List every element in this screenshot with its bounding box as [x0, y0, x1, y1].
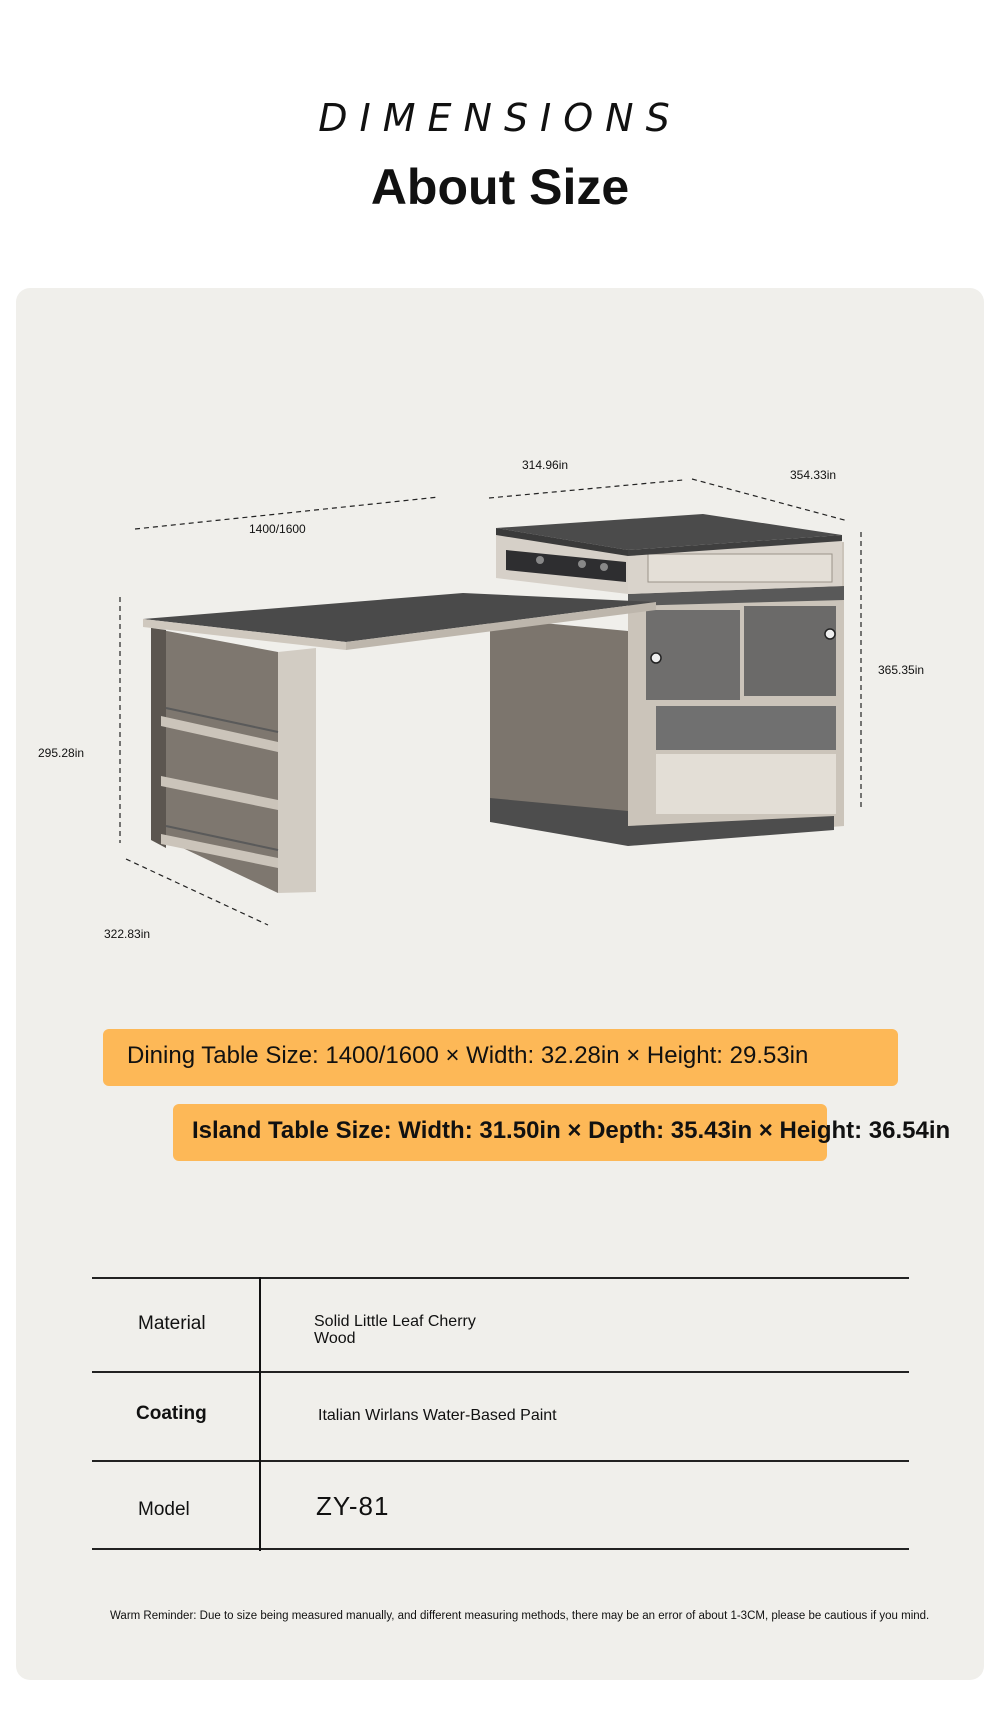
island-size-text: Island Table Size: Width: 31.50in × Depth: 35.43in × Height: 36.54in: [192, 1117, 951, 1144]
spec-key-model: Model: [138, 1499, 190, 1520]
island-depth-label: 354.33in: [790, 468, 837, 482]
spec-value-material: Solid Little Leaf Cherry Wood: [314, 1313, 476, 1347]
island-cabinet: [490, 514, 844, 846]
spec-table: [92, 1277, 909, 1551]
island-depth-line: [692, 479, 848, 521]
furniture-illustration: [16, 288, 984, 988]
spec-rule-top: [92, 1277, 909, 1279]
warm-reminder: Warm Reminder: Due to size being measured manually, and different measuring methods, there may be an error of about 1-3CM, please be cautious if you mind.: [110, 1610, 930, 1622]
dining-length-label: 1400/1600: [249, 522, 306, 536]
spec-rule-1: [92, 1371, 909, 1373]
spec-rule-2: [92, 1460, 909, 1462]
spec-rule-bottom: [92, 1548, 909, 1550]
dining-size-banner: [103, 1029, 898, 1086]
spec-key-coating: Coating: [136, 1403, 207, 1424]
spec-divider: [259, 1277, 261, 1551]
size-panel: [16, 288, 984, 1680]
spec-value-model: ZY-81: [316, 1491, 390, 1521]
island-width-label: 314.96in: [522, 458, 569, 472]
dining-width-label: 322.83in: [104, 927, 151, 941]
spec-value-coating: Italian Wirlans Water-Based Paint: [318, 1407, 557, 1424]
island-size-banner: [173, 1104, 951, 1161]
spec-key-material: Material: [138, 1313, 206, 1334]
island-width-line: [489, 480, 683, 498]
dining-size-text: Dining Table Size: 1400/1600 × Width: 32.28in × Height: 29.53in: [127, 1042, 809, 1069]
dining-height-label: 295.28in: [38, 746, 85, 760]
dimensions-kicker: DIMENSIONS: [318, 96, 682, 140]
page-title: About Size: [370, 159, 630, 215]
island-height-label: 365.35in: [878, 663, 925, 677]
